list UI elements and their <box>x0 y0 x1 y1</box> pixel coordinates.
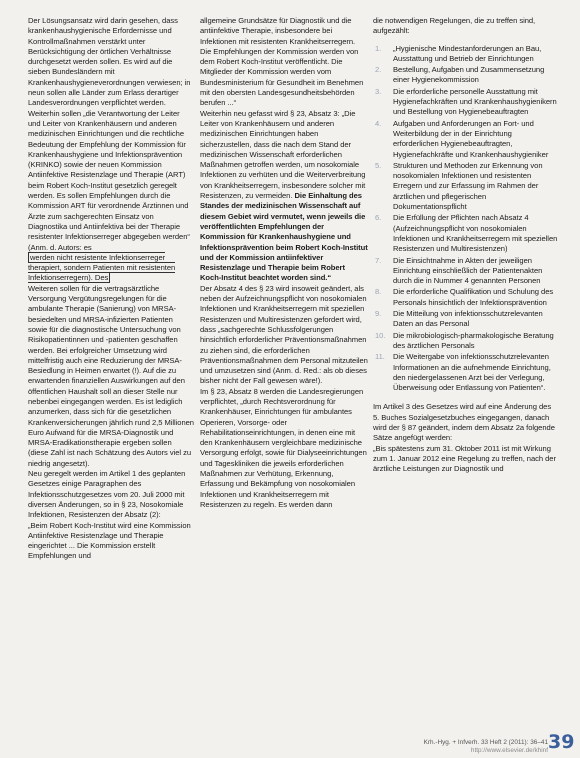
list-number: 7. <box>375 255 382 265</box>
list-text: „Hygienische Mindestanforderungen an Bau, Ausstattung und Betrieb der Einrichtungen <box>393 43 542 63</box>
list-item <box>373 44 559 65</box>
list-text: Die erforderliche Qualifikation und Schulung des Personals hinsichtlich der Infektionsprävention <box>393 287 554 307</box>
list-item <box>373 119 559 160</box>
list-number: 1. <box>375 43 382 53</box>
paragraph: Der Absatz 4 des § 23 wird insoweit geändert, als neben der Aufzeichnungspflicht von nosokomialen Infektionen und Krankheitserregern mit speziellen Resistenzen und Multiresistenzen gefordert wird, dass „sachgerechte Schlussfolgerungen hinsichtlich erforderlicher Präventionsmaßnahmen zu ziehen sind, die erforderlichen Präventionsmaßnahmen dem Personal mitzuteilen und umzusetzen sind (Anm. d. Red.: als ob dieses bisher nicht der Fall gewesen wäre!). <box>200 283 368 386</box>
list-text: Die mikrobiologisch-pharmakologische Beratung des ärztlichen Personals <box>393 330 554 350</box>
spacer <box>373 394 559 402</box>
list-item <box>373 213 559 254</box>
list-number: 11. <box>375 352 385 362</box>
bold-emphasis: Die Einhaltung des Standes der medizinischen Wissenschaft auf diesem Gebiet wird vermutet, wenn jeweils die veröffentlichten Empfehlungen der Kommission für Krankenhaushygiene und Infektionsprävention beim Robert Koch-Institut und der Kommission antiinfektiver Resistenzlage und Therapie beim Robert Koch-Institut beachtet worden sind.“ <box>200 191 368 283</box>
paragraph: Weiterhin sollen „die Verantwortung der Leiter und Leiter von Krankenhäusern und anderen medizinischen Einrichtungen und die rechtliche Bedeutung der Empfehlung der Kommission für Krankenhaushygiene und Infektionsprävention (KRINKO) sowie der neuen Kommission Antiinfektive Resistenzlage und Therapie (ART) beim Robert Koch-Institut gesetzlich geregelt werden. Es sollen Empfehlungen durch die Kommission ART für verordnende Ärztinnen und Ärzte zum sachgerechten Einsatz von Diagnostika und Antiinfektiva bei der Therapie resistenter Infektionserreger abgegeben werden“ (Anm. d. Autors: es <box>28 108 190 252</box>
list-text: Die Einsichtnahme in Akten der jeweiligen Einrichtung einschließlich der Patientenakten durch die in Nummer 4 genannten Personen <box>393 255 543 286</box>
text-column-right <box>373 16 559 688</box>
paragraph: allgemeine Grundsätze für Diagnostik und die antiinfektive Therapie, insbesondere bei Infektionen mit resistenten Krankheitserregern. Die Empfehlungen der Kommission werden von dem Robert Koch-Institut veröffentlicht. Die Mitglieder der Kommission werden vom Bundesministerium für Gesundheit im Benehmen mit den obersten Landesgesundheitsbehörden berufen ...“ <box>200 16 364 108</box>
list-item <box>373 287 559 308</box>
list-text: Die Weitergabe von infektionsschutzrelevanten Informationen an die aufnehmende Einrichtung, den niedergelassenen Arzt bei der Verlegung, Überweisung oder Entlassung von Patienten“. <box>393 352 551 393</box>
paragraph <box>200 109 368 284</box>
list-text: Die Erfüllung der Pflichten nach Absatz 4 (Aufzeichnungspflicht von nosokomialen Infektionen und Krankheitserregern mit speziellen Resistenzen und Multiresistenzen) <box>393 213 558 254</box>
page-number: 39 <box>548 731 575 753</box>
list-text: Die Mitteilung von infektionsschutzrelevanten Daten an das Personal <box>393 309 543 329</box>
page-footer <box>338 739 548 755</box>
requirements-list <box>373 44 559 394</box>
list-text: Aufgaben und Anforderungen an Fort- und Weiterbildung der in der Einrichtung erforderlichen Hygienebeauftragten, Hygienefachkräfte und Krankenhaushygieniker <box>393 118 549 159</box>
list-number: 2. <box>375 65 382 75</box>
list-number: 6. <box>375 213 382 223</box>
boxed-paragraph <box>28 253 194 284</box>
paragraph-text: Weiterhin neu gefasst wird § 23, Absatz 3: „Die Leiter von Krankenhäusern und anderen medizinischen Einrichtungen haben sicherzustellen, dass die nach dem Stand der medizinischen Wissenschaft erforderlichen Maßnahmen getroffen werden, um nosokomiale Infektionen zu verhüten und die Weiterverbreitung von Krankheitserregern, insbesondere solcher mit Resistenzen, zu vermeiden. <box>200 108 366 201</box>
paragraph: Der Lösungsansatz wird darin gesehen, dass krankenhaushygienische Erfordernisse und Kontrollmaßnahmen verstärkt unter Berücksichtigung der örtlichen Verhältnisse durchgesetzt werden sollen. Es wird auf die sieben Bundesländern mit Krankenhaushygieneverordnungen verwiesen; in neun sollen alle Länder zum Erlass derartiger Landesverordnungen verpflichtet werden. <box>28 16 191 108</box>
paragraph: Weiteren sollen für die vertragsärztliche Versorgung Vergütungsregelungen für die ambulante Therapie (Sanierung) von MRSA-besiedelten und MRSA-infizierten Patienten sowie für die diagnostische Untersuchung von Risikopatientinnen und -patienten geschaffen werden. Bei erfolgreicher Umsetzung wird mittelfristig auch eine Reduzierung der MRSA-Besiedlung in Heimen erwartet (!). Auf die zu erwartenden finanziellen Auswirkungen auf den öffentlichen Haushalt soll an dieser Stelle nur nebenbei eingegangen werden. Es ist lediglich anzumerken, dass sich für die gesetzlichen Krankenversicherungen jährlich rund 2,5 Millionen Euro Aufwand für die MRSA-Diagnostik und MRSA-Eradikationstherapie ergeben sollen (diese Zahl ist nach Schätzung des Autors viel zu niedrig angesetzt). <box>28 283 194 468</box>
paragraph: „Beim Robert Koch-Institut wird eine Kommission Antiinfektive Resistenzlage und Therapie eingerichtet ... Die Kommission erstellt Empfehlungen und <box>28 520 191 561</box>
list-item <box>373 161 559 212</box>
list-item <box>373 331 559 352</box>
paragraph: „Bis spätestens zum 31. Oktober 2011 ist mit Wirkung zum 1. Januar 2012 eine Regelung zu treffen, nach der ärztliche Leistungen zur Diagnostik und <box>373 443 556 474</box>
list-item <box>373 352 559 393</box>
paragraph: Neu geregelt werden im Artikel 1 des geplanten Gesetzes einige Paragraphen des Infektionsschutzgesetzes vom 20. Juli 2000 mit diversen Änderungen, so in § 23, Nosokomiale Infektionen, Resistenzen der Absatz (2): <box>28 469 186 520</box>
journal-citation: Krh.-Hyg. + Infverh. 33 Heft 2 (2011): 36–41 <box>423 739 548 746</box>
journal-url: http://www.elsevier.de/khinf <box>470 747 548 754</box>
text-column-middle <box>200 16 368 716</box>
paragraph: Im Artikel 3 des Gesetzes wird auf eine Änderung des 5. Buches Sozialgesetzbuches eingegangen, danach wird der § 87 geändert, indem dem Absatz 2a folgende Sätze angefügt werden: <box>373 402 555 443</box>
list-number: 10. <box>375 330 386 340</box>
list-text: Bestellung, Aufgaben und Zusammensetzung einer Hygienekommission <box>393 65 545 85</box>
list-number: 5. <box>375 160 382 170</box>
list-item <box>373 87 559 118</box>
list-item <box>373 256 559 287</box>
list-number: 3. <box>375 86 382 96</box>
text-column-left <box>28 16 194 722</box>
paragraph: Im § 23, Absatz 8 werden die Landesregierungen verpflichtet, „durch Rechtsverordnung für Krankenhäuser, Einrichtungen für ambulantes Operieren, Vorsorge- oder Rehabilitationseinrichtungen, in denen eine mit den Krankenhäusern vergleichbare medizinische Versorgung erfolgt, sowie für Dialyseeinrichtungen und Tageskliniken die jeweils erforderlichen Maßnahmen zur Verhütung, Erkennung, Erfassung und Bekämpfung von nosokomialen Infektionen und Krankheitserregern mit Resistenzen zu regeln. Es werden dann <box>200 386 367 509</box>
boxed-annotation: werden nicht resistente Infektionserreger therapiert, sondern Patienten mit resistenten Infektionserregern). Des <box>28 252 176 283</box>
list-number: 8. <box>375 287 382 297</box>
list-item <box>373 65 559 86</box>
list-text: Strukturen und Methoden zur Erkennung von nosokomialen Infektionen und resistenten Erregern und zur Erfassung im Rahmen der ärztlichen und pflegerischen Dokumentationspflicht <box>393 160 543 212</box>
list-item <box>373 309 559 330</box>
paragraph: die notwendigen Regelungen, die zu treffen sind, aufgezählt: <box>373 16 536 36</box>
list-number: 9. <box>375 309 382 319</box>
list-text: Die erforderliche personelle Ausstattung mit Hygienefachkräften und Krankenhaushygienikern und Bestellung von Hygienebeauftragten <box>393 86 557 117</box>
list-number: 4. <box>375 118 382 128</box>
